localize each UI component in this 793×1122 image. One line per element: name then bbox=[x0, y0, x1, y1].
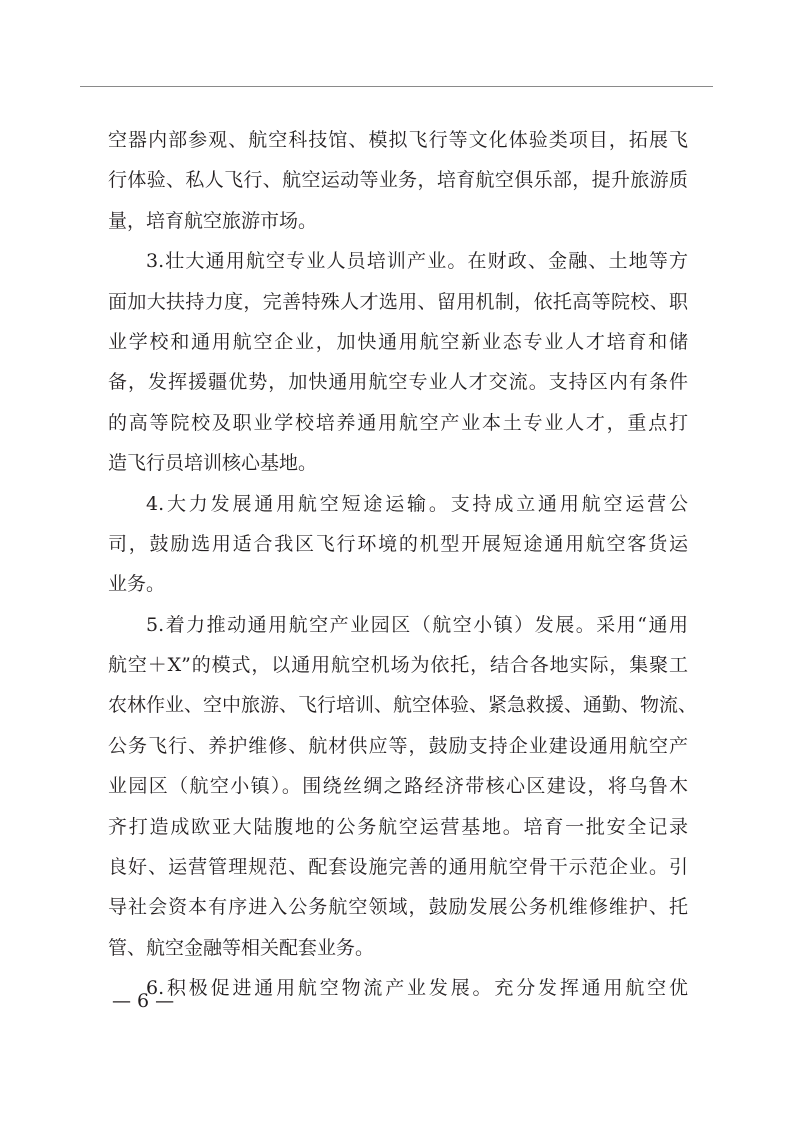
text-line: 备，发挥援疆优势，加快通用航空专业人才交流。支持区内有条件 bbox=[108, 371, 688, 394]
paragraph-heading-4: 4.大力发展通用航空短途运输。支持成立通用航空运营公 bbox=[146, 492, 688, 515]
paragraph-heading-3: 3.壮大通用航空专业人员培训产业。在财政、金融、土地等方 bbox=[146, 250, 688, 273]
text-line: 良好、运营管理规范、配套设施完善的通用航空骨干示范企业。引 bbox=[108, 856, 688, 879]
text-line: 导社会资本有序进入公务航空领域，鼓励发展公务机维修维护、托 bbox=[108, 896, 688, 919]
text-line: 空器内部参观、航空科技馆、模拟飞行等文化体验类项目，拓展飞 bbox=[108, 129, 688, 151]
text-line: 业学校和通用航空企业，加快通用航空新业态专业人才培育和储 bbox=[108, 330, 688, 353]
text-line: 公务飞行、养护维修、航材供应等，鼓励支持企业建设通用航空产 bbox=[108, 734, 688, 757]
page-number: — 6 — bbox=[112, 990, 175, 1012]
text-line: 农林作业、空中旅游、飞行培训、航空体验、紧急救援、通勤、物流、 bbox=[108, 694, 698, 717]
text-line: 行体验、私人飞行、航空运动等业务，培育航空俱乐部，提升旅游质 bbox=[108, 169, 688, 192]
text-line: 司，鼓励选用适合我区飞行环境的机型开展短途通用航空客货运 bbox=[108, 532, 688, 555]
text-line: 航空＋X”的模式，以通用航空机场为依托，结合各地实际，集聚工 bbox=[108, 654, 688, 677]
paragraph-heading-6: 6.积极促进通用航空物流产业发展。充分发挥通用航空优 bbox=[146, 977, 688, 1000]
text-line: 量，培育航空旅游市场。 bbox=[108, 209, 318, 232]
text-line: 造飞行员培训核心基地。 bbox=[108, 452, 318, 475]
text-line: 面加大扶持力度，完善特殊人才选用、留用机制，依托高等院校、职 bbox=[108, 290, 688, 313]
text-line: 管、航空金融等相关配套业务。 bbox=[108, 936, 375, 959]
text-line: 业园区（航空小镇）。围绕丝绸之路经济带核心区建设，将乌鲁木 bbox=[108, 775, 688, 798]
paragraph-heading-5: 5.着力推动通用航空产业园区（航空小镇）发展。采用“通用 bbox=[146, 613, 688, 636]
header-rule bbox=[80, 86, 713, 87]
document-body bbox=[108, 126, 698, 1015]
text-line: 业务。 bbox=[108, 573, 166, 596]
text-line: 齐打造成欧亚大陆腹地的公务航空运营基地。培育一批安全记录 bbox=[108, 815, 688, 838]
text-line: 的高等院校及职业学校培养通用航空产业本土专业人才，重点打 bbox=[108, 411, 688, 434]
